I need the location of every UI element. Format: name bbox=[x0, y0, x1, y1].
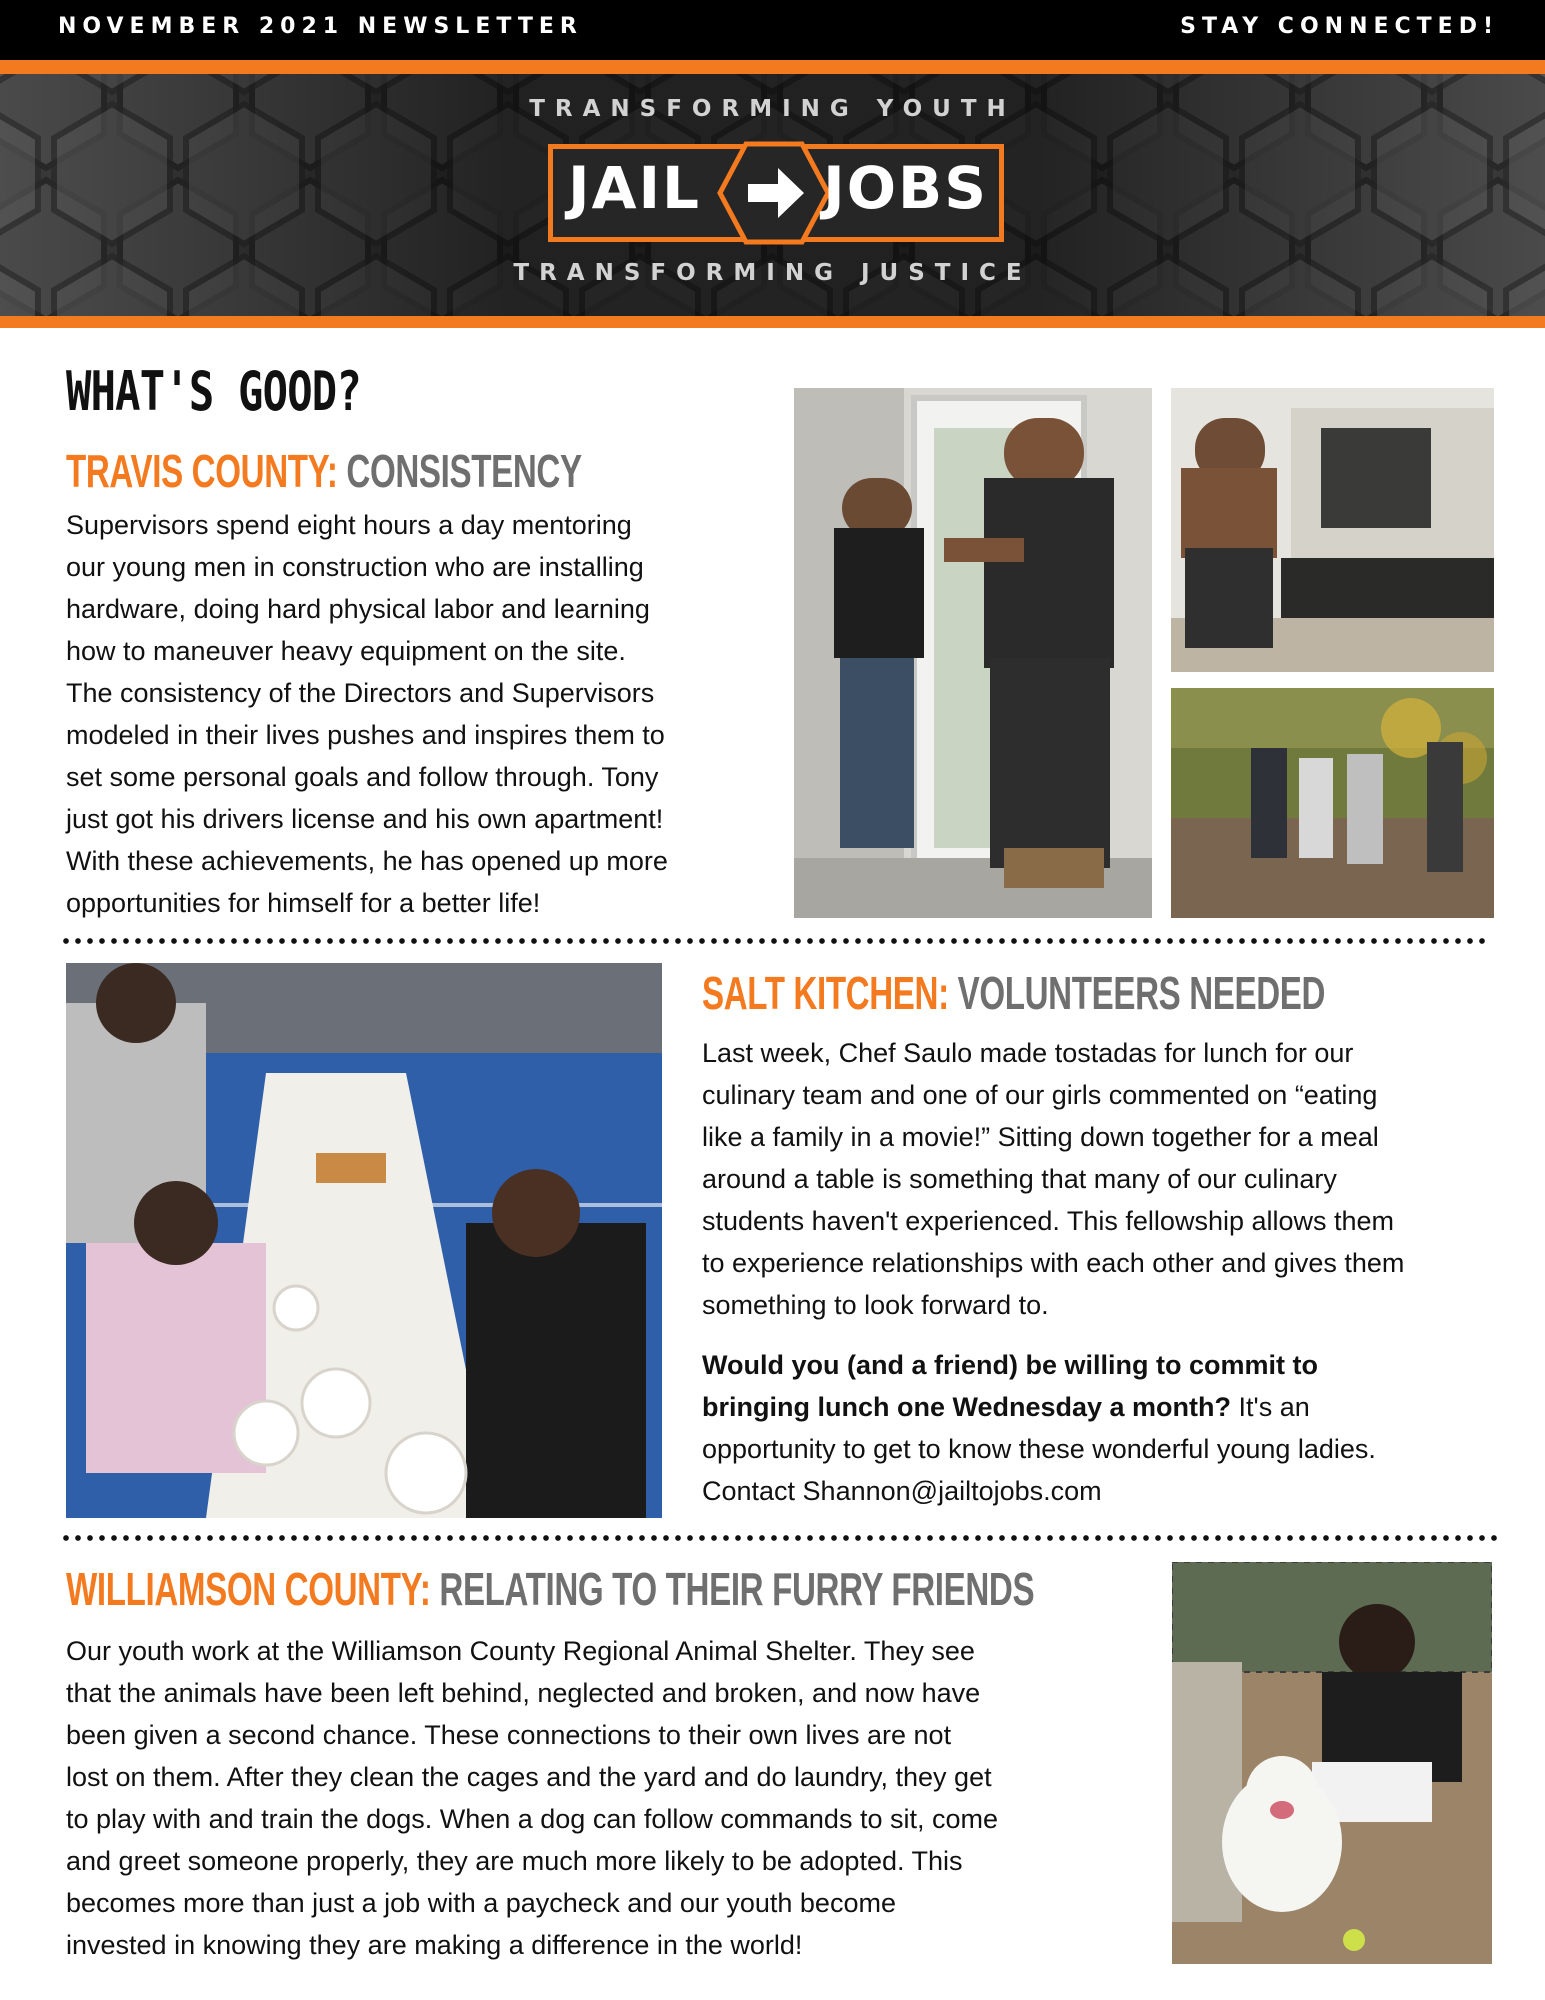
newsletter-date-label: NOVEMBER 2021 NEWSLETTER bbox=[58, 14, 583, 39]
top-bar bbox=[0, 0, 1545, 60]
williamson-heading-highlight: WILLIAMSON COUNTY: bbox=[66, 1563, 431, 1615]
body-line: culinary team and one of our girls commented on “eating bbox=[702, 1080, 1378, 1110]
salt-heading-rest: VOLUNTEERS NEEDED bbox=[948, 967, 1326, 1019]
top-accent-line bbox=[0, 60, 1545, 74]
salt-kitchen-body bbox=[702, 1032, 1502, 1326]
body-line: to experience relationships with each other and gives them bbox=[702, 1248, 1405, 1278]
arrow-right-icon bbox=[716, 138, 832, 248]
salt-kitchen-heading bbox=[702, 966, 1325, 1020]
body-line: students haven't experienced. This fellowship allows them bbox=[702, 1206, 1395, 1236]
stay-connected-link[interactable]: STAY CONNECTED! bbox=[1180, 14, 1499, 39]
travis-heading-highlight: TRAVIS COUNTY: bbox=[66, 445, 338, 497]
williamson-heading-rest: RELATING TO THEIR FURRY FRIENDS bbox=[430, 1563, 1035, 1615]
page-title: WHAT'S GOOD? bbox=[66, 360, 361, 423]
williamson-county-body bbox=[66, 1630, 1146, 1966]
photo-shared-meal bbox=[66, 963, 662, 1518]
travis-heading-rest: CONSISTENCY bbox=[337, 445, 582, 497]
photo-shelter-dog bbox=[1172, 1562, 1492, 1964]
cta-bold-line: Would you (and a friend) be willing to commit to bbox=[702, 1350, 1318, 1380]
body-line: just got his drivers license and his own apartment! bbox=[66, 804, 664, 834]
cta-line: opportunity to get to know these wonderful young ladies. bbox=[702, 1434, 1376, 1464]
travis-county-body bbox=[66, 504, 766, 924]
photo-heavy-equipment bbox=[1171, 388, 1494, 672]
body-line: The consistency of the Directors and Supervisors bbox=[66, 678, 655, 708]
tagline-transforming-youth: TRANSFORMING YOUTH bbox=[529, 96, 1016, 122]
salt-heading-highlight: SALT KITCHEN: bbox=[702, 967, 949, 1019]
travis-county-heading bbox=[66, 444, 582, 498]
body-line: been given a second chance. These connections to their own lives are not bbox=[66, 1720, 952, 1750]
body-line: something to look forward to. bbox=[702, 1290, 1049, 1320]
body-line: like a family in a movie!” Sitting down together for a meal bbox=[702, 1122, 1379, 1152]
body-line: lost on them. After they clean the cages and the yard and do laundry, they get bbox=[66, 1762, 992, 1792]
volunteer-call-to-action bbox=[702, 1344, 1502, 1512]
body-line: Last week, Chef Saulo made tostadas for lunch for our bbox=[702, 1038, 1354, 1068]
body-line: opportunities for himself for a better life! bbox=[66, 888, 541, 918]
body-line: set some personal goals and follow through. Tony bbox=[66, 762, 659, 792]
logo-word-jobs: JOBS bbox=[823, 154, 988, 222]
contact-email-link[interactable]: Contact Shannon@jailtojobs.com bbox=[702, 1476, 1102, 1506]
masthead-banner bbox=[0, 74, 1545, 316]
body-line: becomes more than just a job with a paycheck and our youth become bbox=[66, 1888, 896, 1918]
body-line: Our youth work at the Williamson County Regional Animal Shelter. They see bbox=[66, 1636, 975, 1666]
tagline-transforming-justice: TRANSFORMING JUSTICE bbox=[513, 260, 1032, 286]
cta-bold-line: bringing lunch one Wednesday a month? bbox=[702, 1392, 1232, 1422]
jail-to-jobs-logo bbox=[548, 144, 1004, 242]
body-line: our young men in construction who are installing bbox=[66, 552, 644, 582]
williamson-county-heading bbox=[66, 1562, 1034, 1616]
body-line: and greet someone properly, they are much more likely to be adopted. This bbox=[66, 1846, 963, 1876]
photo-door-installation bbox=[794, 388, 1152, 918]
body-line: that the animals have been left behind, neglected and broken, and now have bbox=[66, 1678, 981, 1708]
body-line: how to maneuver heavy equipment on the site. bbox=[66, 636, 626, 666]
cta-line: It's an bbox=[1231, 1392, 1310, 1422]
body-line: around a table is something that many of our culinary bbox=[702, 1164, 1337, 1194]
body-line: With these achievements, he has opened up more bbox=[66, 846, 668, 876]
body-line: to play with and train the dogs. When a dog can follow commands to sit, come bbox=[66, 1804, 998, 1834]
photo-site-digging bbox=[1171, 688, 1494, 918]
banner-accent-line bbox=[0, 316, 1545, 328]
body-line: modeled in their lives pushes and inspires them to bbox=[66, 720, 665, 750]
section-divider bbox=[60, 1534, 1500, 1542]
body-line: invested in knowing they are making a difference in the world! bbox=[66, 1930, 803, 1960]
section-divider bbox=[60, 937, 1490, 945]
body-line: hardware, doing hard physical labor and learning bbox=[66, 594, 650, 624]
body-line: Supervisors spend eight hours a day mentoring bbox=[66, 510, 632, 540]
logo-word-jail: JAIL bbox=[568, 154, 702, 222]
